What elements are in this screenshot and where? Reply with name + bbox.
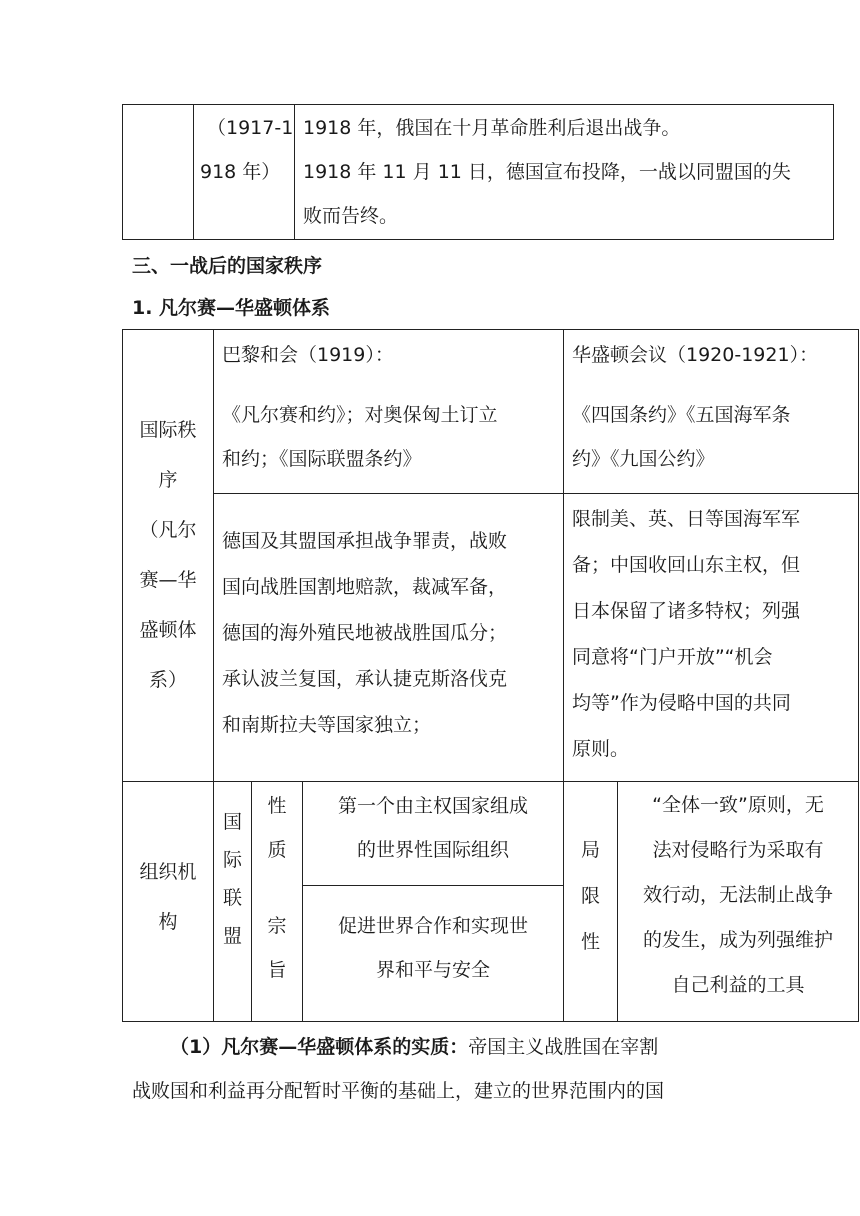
- paragraph-text: 帝国主义战胜国在宰割: [468, 1036, 659, 1058]
- limit-line: “全体一致”原则，无: [652, 794, 824, 816]
- washington-content-line: 同意将“门户开放”“机会: [572, 646, 773, 668]
- league-char: 联: [222, 887, 242, 909]
- washington-treaty-line: 约》《九国公约》: [572, 448, 715, 470]
- paris-content-line: 承认波兰复国，承认捷克斯洛伐克: [222, 668, 508, 690]
- nature-char: 质: [267, 839, 287, 861]
- paris-content-line: 国向战胜国割地赔款，裁减军备，: [222, 576, 508, 598]
- washington-title: 华盛顿会议（1920-1921）：: [572, 344, 819, 366]
- paragraph-lead: （1）凡尔赛—华盛顿体系的实质：: [170, 1036, 469, 1058]
- period-line: （1917-1: [207, 117, 294, 139]
- nature-text: [303, 784, 563, 872]
- row-header-line: 赛—华: [139, 569, 197, 591]
- section-heading: 三、一战后的国家秩序: [132, 255, 323, 277]
- event-line: 1918 年 11 月 11 日，德国宣布投降，一战以同盟国的失: [303, 161, 791, 183]
- washington-content-line: 原则。: [572, 738, 630, 760]
- limit-char: 性: [580, 931, 600, 953]
- limit-char: 局: [580, 839, 600, 861]
- row-header-line: 国际秩: [139, 419, 197, 441]
- row-header-line: 序: [158, 469, 178, 491]
- limit-text: [618, 783, 858, 1008]
- washington-content-line: 备；中国收回山东主权，但: [572, 554, 801, 576]
- row-header-line: 系）: [148, 669, 187, 691]
- row-header-line: 盛顿体: [139, 619, 197, 641]
- event-line: 1918 年，俄国在十月革命胜利后退出战争。: [303, 117, 681, 139]
- row-header-order: [123, 405, 213, 705]
- league-label: [214, 803, 251, 955]
- purpose-text: [303, 904, 563, 992]
- nature-line: 的世界性国际组织: [356, 839, 509, 861]
- limit-line: 法对侵略行为采取有: [652, 839, 824, 861]
- purpose-line: 促进世界合作和实现世: [337, 915, 528, 937]
- limit-label: [564, 827, 617, 965]
- paris-content-line: 德国及其盟国承担战争罪责，战败: [222, 530, 508, 552]
- league-char: 盟: [222, 925, 242, 947]
- paris-content-line: 德国的海外殖民地被战胜国瓜分；: [222, 622, 508, 644]
- limit-line: 自己利益的工具: [671, 974, 805, 996]
- purpose-char: 宗: [267, 915, 287, 937]
- paris-title: 巴黎和会（1919）：: [222, 344, 394, 366]
- row-header-line: 构: [158, 911, 178, 933]
- nature-line: 第一个由主权国家组成: [337, 795, 528, 817]
- washington-content-line: 均等”作为侵略中国的共同: [572, 692, 791, 714]
- paragraph-line-2: 战败国和利益再分配暂时平衡的基础上，建立的世界范围内的国: [132, 1080, 665, 1102]
- washington-content-line: 日本保留了诸多特权；列强: [572, 600, 801, 622]
- nature-label: [252, 784, 302, 872]
- row-header-line: （凡尔: [139, 519, 197, 541]
- subsection-heading: 1. 凡尔赛—华盛顿体系: [132, 297, 331, 319]
- period-line: 918 年）: [200, 161, 281, 183]
- limit-line: 的发生，成为列强维护: [642, 929, 833, 951]
- paris-content-line: 和南斯拉夫等国家独立；: [222, 714, 432, 736]
- league-char: 际: [222, 849, 242, 871]
- washington-content-line: 限制美、英、日等国海军军: [572, 508, 801, 530]
- row-header-line: 组织机: [139, 861, 197, 883]
- league-char: 国: [222, 811, 242, 833]
- paris-treaty-line: 和约；《国际联盟条约》: [222, 448, 422, 470]
- paragraph-line-1: [170, 1025, 658, 1069]
- paris-treaty-line: 《凡尔赛和约》；对奥保匈土订立: [222, 404, 498, 426]
- washington-treaty-line: 《四国条约》《五国海军条: [572, 404, 791, 426]
- limit-line: 效行动，无法制止战争: [642, 884, 833, 906]
- event-line: 败而告终。: [303, 205, 399, 227]
- purpose-label: [252, 904, 302, 992]
- purpose-line: 界和平与安全: [375, 959, 490, 981]
- row-header-org: [123, 847, 213, 947]
- purpose-char: 旨: [267, 959, 287, 981]
- nature-char: 性: [267, 795, 287, 817]
- limit-char: 限: [580, 885, 600, 907]
